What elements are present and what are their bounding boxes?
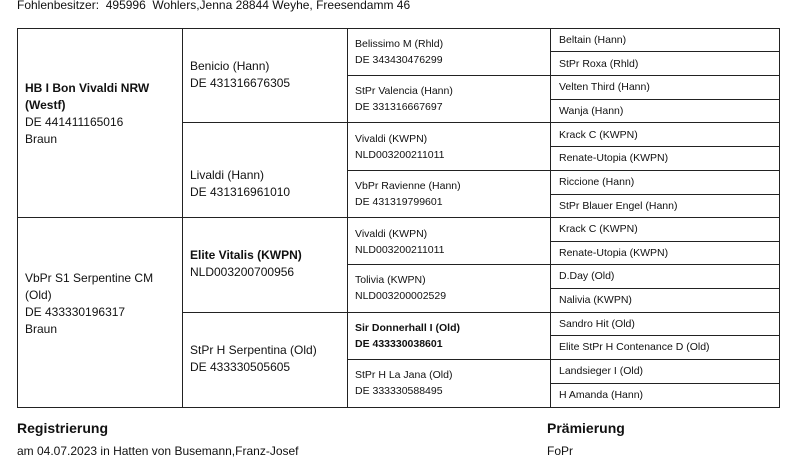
award-text: FoPr — [547, 444, 574, 458]
gen4-name: Sandro Hit (Old) — [559, 318, 635, 330]
gen2-name: StPr H Serpentina (Old) — [190, 343, 317, 357]
subject-cell-2 — [17, 218, 182, 408]
gen4-cell — [550, 218, 780, 242]
gen4-cell — [550, 289, 780, 313]
gen4-cell — [550, 360, 780, 384]
gen3-reg: DE 331316667697 — [355, 101, 443, 113]
gen4-name: Beltain (Hann) — [559, 34, 627, 46]
gen4-name: Krack C (KWPN) — [559, 129, 638, 141]
subject-1-name-line1: HB I Bon Vivaldi NRW — [25, 81, 150, 95]
subject-1-name-line2: (Westf) — [25, 98, 66, 112]
gen3-cell — [347, 218, 550, 265]
gen3-name: VbPr Ravienne (Hann) — [355, 180, 461, 192]
subject-cell-1 — [17, 28, 182, 218]
gen4-name: Wanja (Hann) — [559, 105, 624, 117]
gen3-cell — [347, 265, 550, 313]
gen4-cell — [550, 242, 780, 265]
registration-text: am 04.07.2023 in Hatten von Busemann,Franz-Josef — [17, 444, 299, 458]
gen4-cell — [550, 265, 780, 289]
gen4-name: D.Day (Old) — [559, 270, 615, 282]
gen3-cell — [347, 28, 550, 76]
gen4-name: Nalivia (KWPN) — [559, 294, 632, 306]
gen4-name: Elite StPr H Contenance D (Old) — [559, 341, 710, 353]
gen3-name: StPr Valencia (Hann) — [355, 85, 453, 97]
gen2-cell — [182, 218, 347, 313]
gen4-cell — [550, 100, 780, 123]
gen2-reg: DE 431316676305 — [190, 76, 291, 90]
gen4-cell — [550, 195, 780, 218]
gen4-name: Renate-Utopia (KWPN) — [559, 247, 669, 259]
subject-2-name-line1: VbPr S1 Serpentine CM — [25, 271, 154, 285]
gen4-cell — [550, 313, 780, 336]
subject-2-color: Braun — [25, 322, 58, 336]
owner-line — [17, 0, 410, 12]
pedigree-table — [17, 28, 780, 408]
gen3-name: Vivaldi (KWPN) — [355, 228, 428, 240]
gen4-name: H Amanda (Hann) — [559, 389, 644, 401]
gen2-cell — [182, 28, 347, 123]
gen4-cell — [550, 76, 780, 100]
gen3-reg: DE 333330588495 — [355, 385, 443, 397]
subject-2-name-line2: (Old) — [25, 288, 52, 302]
gen3-reg: NLD003200211011 — [355, 149, 445, 161]
gen4-cell — [550, 28, 780, 52]
gen4-cell — [550, 171, 780, 195]
gen4-name: Landsieger I (Old) — [559, 365, 644, 377]
gen2-name: Benicio (Hann) — [190, 59, 270, 73]
gen3-reg: DE 433330038601 — [355, 338, 443, 350]
gen4-cell — [550, 384, 780, 408]
gen3-reg: NLD003200002529 — [355, 290, 447, 302]
gen4-name: Krack C (KWPN) — [559, 223, 638, 235]
gen3-name: Sir Donnerhall I (Old) — [355, 322, 461, 334]
gen3-reg: DE 431319799601 — [355, 196, 443, 208]
subject-2-reg: DE 433330196317 — [25, 305, 126, 319]
gen3-reg: NLD003200211011 — [355, 244, 445, 256]
gen3-name: Tolivia (KWPN) — [355, 274, 426, 286]
gen3-cell — [347, 76, 550, 123]
subject-1-color: Braun — [25, 132, 58, 146]
gen4-name: Renate-Utopia (KWPN) — [559, 152, 669, 164]
gen4-cell — [550, 336, 780, 360]
gen4-cell — [550, 123, 780, 147]
gen4-cell — [550, 147, 780, 171]
gen2-reg: DE 433330505605 — [190, 360, 291, 374]
gen3-reg: DE 343430476299 — [355, 54, 443, 66]
gen3-cell — [347, 123, 550, 171]
gen4-name: StPr Blauer Engel (Hann) — [559, 200, 678, 212]
gen3-name: Vivaldi (KWPN) — [355, 133, 428, 145]
registration-title: Registrierung — [17, 420, 109, 436]
gen2-name: Elite Vitalis (KWPN) — [190, 248, 302, 262]
gen2-cell — [182, 123, 347, 218]
gen3-cell — [347, 313, 550, 360]
gen2-cell — [182, 313, 347, 408]
gen2-name: Livaldi (Hann) — [190, 168, 265, 182]
gen2-reg: DE 431316961010 — [190, 185, 291, 199]
gen4-name: Riccione (Hann) — [559, 176, 635, 188]
owner-value: 495996 Wohlers,Jenna 28844 Weyhe, Freesendamm 46 — [105, 0, 411, 12]
gen4-name: StPr Roxa (Rhld) — [559, 58, 639, 70]
gen3-cell — [347, 171, 550, 218]
gen3-name: Belissimo M (Rhld) — [355, 38, 444, 50]
gen3-name: StPr H La Jana (Old) — [355, 369, 453, 381]
gen3-cell — [347, 360, 550, 408]
award-title: Prämierung — [547, 420, 625, 436]
owner-label: Fohlenbesitzer: — [17, 0, 100, 12]
gen2-reg: NLD003200700956 — [190, 265, 295, 279]
gen4-name: Velten Third (Hann) — [559, 81, 650, 93]
subject-1-reg: DE 441411165016 — [25, 115, 124, 129]
